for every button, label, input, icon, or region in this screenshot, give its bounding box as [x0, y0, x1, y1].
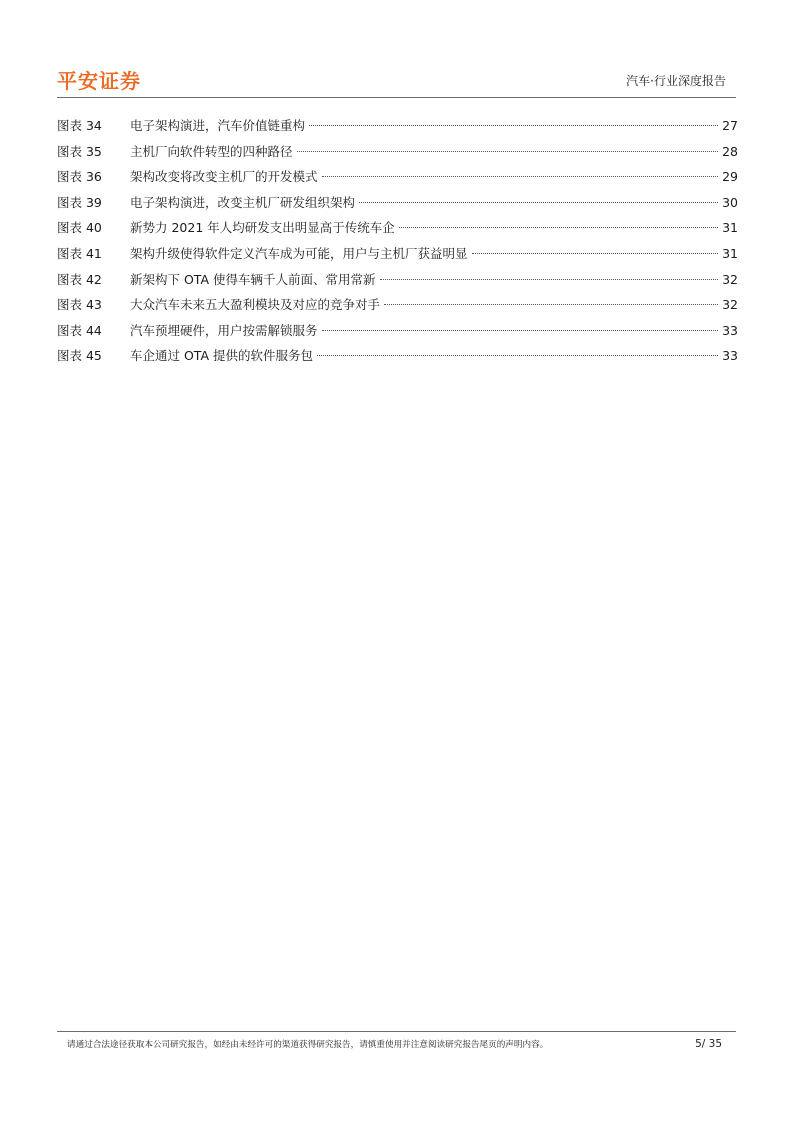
toc-leader-dots — [297, 151, 719, 152]
page-number: 5/ 35 — [695, 1038, 722, 1050]
toc-figure-number: 图表 40 — [57, 220, 102, 236]
toc-page-number: 28 — [722, 143, 738, 159]
toc-page-number: 27 — [722, 118, 738, 133]
toc-entry[interactable] — [57, 164, 738, 190]
toc-figure-title: 新势力 2021 年人均研发支出明显高于传统车企 — [130, 220, 395, 236]
toc-figure-title: 主机厂向软件转型的四种路径 — [130, 143, 293, 159]
toc-figure-title: 大众汽车未来五大盈利模块及对应的竞争对手 — [130, 297, 381, 313]
footer-disclaimer: 请通过合法途径获取本公司研究报告，如经由未经许可的渠道获得研究报告，请慎重使用并注意阅读研究报告尾页的声明内容。 — [67, 1040, 549, 1050]
report-type-label: 汽车·行业深度报告 — [626, 74, 726, 88]
toc-figure-title: 电子架构演进，改变主机厂研发组织架构 — [130, 194, 356, 210]
toc-figure-title: 汽车预埋硬件，用户按需解锁服务 — [130, 322, 318, 338]
toc-entry[interactable] — [57, 318, 738, 344]
page-header — [57, 62, 736, 98]
toc-leader-dots — [322, 176, 719, 177]
toc-leader-dots — [380, 279, 719, 280]
toc-page-number: 30 — [722, 194, 738, 210]
toc-page-number: 33 — [722, 322, 738, 338]
toc-figure-number: 图表 41 — [57, 245, 102, 261]
toc-figure-title: 新架构下 OTA 使得车辆千人前面、常用常新 — [130, 271, 376, 287]
toc-leader-dots — [472, 253, 719, 254]
toc-leader-dots — [322, 330, 719, 331]
toc-page-number: 32 — [722, 297, 738, 313]
toc-entry[interactable] — [57, 113, 738, 139]
toc-leader-dots — [384, 304, 718, 305]
toc-figure-number: 图表 36 — [57, 169, 102, 185]
toc-figure-number: 图表 35 — [57, 143, 102, 159]
toc-entry[interactable] — [57, 139, 738, 165]
toc-entry[interactable] — [57, 292, 738, 318]
toc-figure-number: 图表 43 — [57, 297, 102, 313]
toc-entry[interactable] — [57, 190, 738, 216]
toc-entry[interactable] — [57, 267, 738, 293]
brand-logo: 平安证券 — [57, 69, 141, 93]
figure-table-of-contents — [57, 113, 738, 369]
toc-leader-dots — [399, 227, 718, 228]
toc-figure-number: 图表 39 — [57, 194, 102, 210]
toc-page-number: 32 — [722, 271, 738, 287]
toc-figure-number: 图表 44 — [57, 322, 102, 338]
toc-leader-dots — [359, 202, 718, 203]
toc-entry[interactable] — [57, 343, 738, 369]
toc-entry[interactable] — [57, 241, 738, 267]
toc-entry[interactable] — [57, 215, 738, 241]
toc-figure-number: 图表 45 — [57, 348, 102, 364]
page-footer — [57, 1031, 736, 1050]
toc-page-number: 31 — [722, 245, 738, 261]
toc-figure-title: 架构升级使得软件定义汽车成为可能，用户与主机厂获益明显 — [130, 245, 468, 261]
toc-figure-number: 图表 34 — [57, 118, 102, 133]
toc-leader-dots — [317, 355, 718, 356]
toc-page-number: 31 — [722, 220, 738, 236]
toc-page-number: 29 — [722, 169, 738, 185]
toc-leader-dots — [309, 125, 718, 126]
toc-figure-number: 图表 42 — [57, 271, 102, 287]
toc-figure-title: 车企通过 OTA 提供的软件服务包 — [130, 348, 314, 364]
toc-figure-title: 架构改变将改变主机厂的开发模式 — [130, 169, 318, 185]
toc-figure-title: 电子架构演进，汽车价值链重构 — [130, 118, 306, 133]
toc-page-number: 33 — [722, 348, 738, 364]
